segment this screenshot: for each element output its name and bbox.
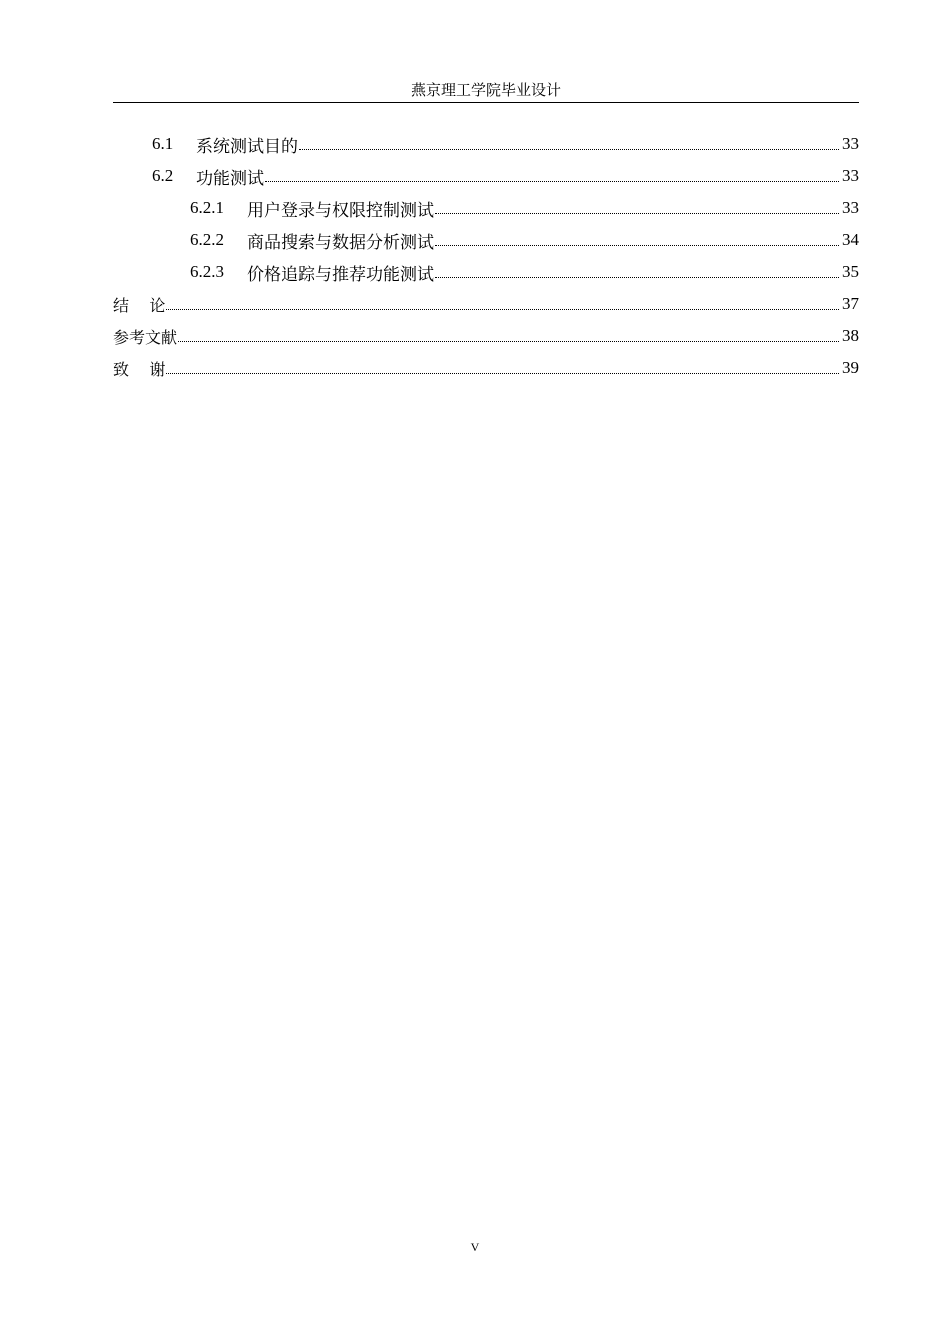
- toc-entry-6-1[interactable]: [113, 128, 859, 160]
- toc-dot-leader: [435, 245, 839, 246]
- toc-entry-number: 6.2: [152, 166, 174, 185]
- toc-entry-title: 功能测试: [196, 168, 264, 188]
- toc-entry-page: 39: [842, 358, 859, 377]
- toc-entry-title: 价格追踪与推荐功能测试: [247, 264, 434, 284]
- toc-entry-page: 33: [842, 134, 859, 153]
- toc-dot-leader: [299, 149, 839, 150]
- toc-entry-number: 6.2.1: [190, 198, 224, 217]
- toc-entry-page: 38: [842, 326, 859, 345]
- toc-dot-leader: [435, 277, 839, 278]
- toc-entry-references[interactable]: [113, 320, 859, 352]
- toc-entry-title: 用户登录与权限控制测试: [247, 200, 434, 220]
- toc-entry-title: 致 谢: [113, 359, 166, 379]
- toc-dot-leader: [435, 213, 839, 214]
- toc-dot-leader: [178, 341, 839, 342]
- toc-entry-6-2-3[interactable]: [113, 256, 859, 288]
- toc-entry-conclusion[interactable]: [113, 288, 859, 320]
- toc-entry-6-2-1[interactable]: [113, 192, 859, 224]
- toc-entry-6-2[interactable]: [113, 160, 859, 192]
- toc-dot-leader: [166, 309, 839, 310]
- toc-entry-page: 33: [842, 166, 859, 185]
- toc-entry-number: 6.2.2: [190, 230, 224, 249]
- toc-dot-leader: [265, 181, 839, 182]
- toc-entry-6-2-2[interactable]: [113, 224, 859, 256]
- toc-entry-acknowledgements[interactable]: [113, 352, 859, 384]
- toc-entry-title: 商品搜索与数据分析测试: [247, 232, 434, 252]
- toc-entry-title: 结 论: [113, 295, 166, 315]
- toc-entry-number: 6.2.3: [190, 262, 224, 281]
- header-title: 燕京理工学院毕业设计: [410, 83, 561, 99]
- toc-entry-page: 34: [842, 230, 859, 249]
- toc-dot-leader: [166, 373, 839, 374]
- toc-entry-title: 参考文献: [113, 327, 178, 347]
- page-number: V: [470, 1240, 480, 1254]
- toc-entry-number: 6.1: [152, 134, 174, 153]
- table-of-contents: [113, 128, 859, 384]
- toc-entry-title: 系统测试目的: [196, 136, 298, 156]
- toc-entry-page: 37: [842, 294, 859, 313]
- toc-entry-page: 33: [842, 198, 859, 217]
- page-header: [113, 80, 859, 103]
- toc-entry-page: 35: [842, 262, 859, 281]
